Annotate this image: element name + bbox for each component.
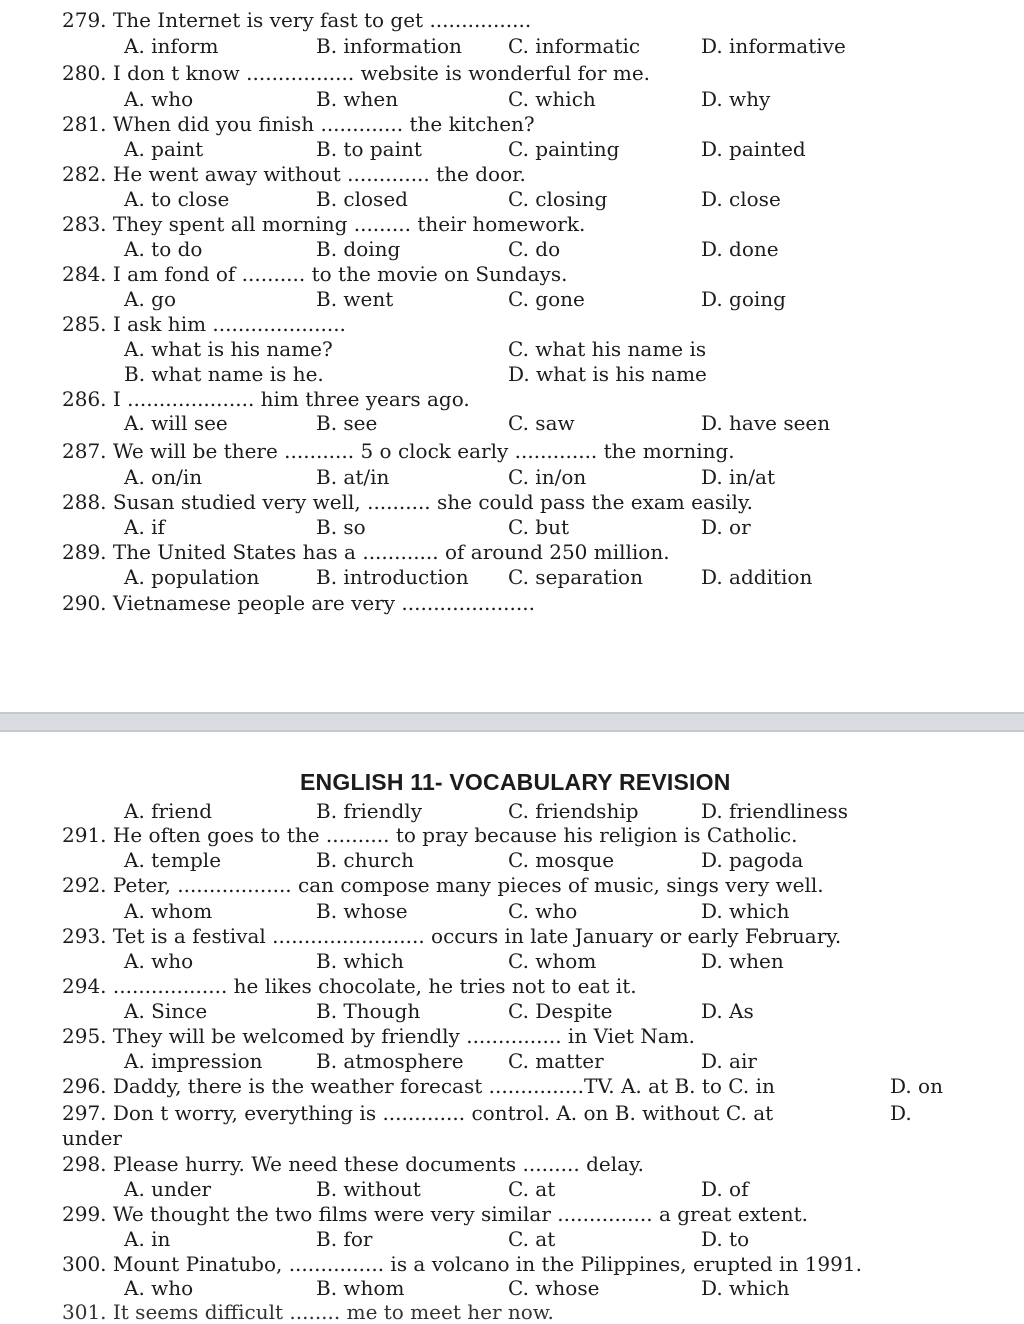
option-d: D. going <box>701 287 786 311</box>
question-289: 289. The United States has a ............ of around 250 million. <box>62 540 670 564</box>
option-d: D. done <box>701 237 779 261</box>
question-301-cutoff: 301. It seems difficult ........ me to meet her now. <box>62 1300 554 1324</box>
question-297: 297. Don t worry, everything is ............. control. A. on B. without C. at <box>62 1101 774 1125</box>
option-c: C. whose <box>508 1276 600 1300</box>
question-291: 291. He often goes to the .......... to pray because his religion is Catholic. <box>62 823 798 847</box>
option-d: D. have seen <box>701 411 831 435</box>
question-279: 279. The Internet is very fast to get ................ <box>62 8 532 32</box>
option-d: D. on <box>890 1074 943 1098</box>
option-d: D. painted <box>701 137 806 161</box>
option-b: B. friendly <box>316 799 422 823</box>
option-d: D. of <box>701 1177 749 1201</box>
option-d: D. or <box>701 515 751 539</box>
question-281: 281. When did you finish ............. the kitchen? <box>62 112 535 136</box>
question-285: 285. I ask him ..................... <box>62 312 346 336</box>
question-299: 299. We thought the two films were very similar ............... a great extent. <box>62 1202 809 1226</box>
option-b: B. introduction <box>316 565 469 589</box>
option-a: A. to do <box>124 237 203 261</box>
question-294: 294. .................. he likes chocolate, he tries not to eat it. <box>62 974 637 998</box>
option-a: A. who <box>124 1276 194 1300</box>
option-c: C. at <box>508 1177 556 1201</box>
option-c: C. painting <box>508 137 620 161</box>
option-c: C. Despite <box>508 999 613 1023</box>
option-a: A. friend <box>124 799 213 823</box>
option-c: C. gone <box>508 287 585 311</box>
option-d: D. addition <box>701 565 813 589</box>
option-a: A. if <box>124 515 165 539</box>
option-a: A. impression <box>124 1049 263 1073</box>
option-b: B. when <box>316 87 399 111</box>
question-290: 290. Vietnamese people are very ..................... <box>62 591 535 615</box>
option-a: A. what is his name? <box>124 337 333 361</box>
option-a: A. under <box>124 1177 212 1201</box>
option-d: D. when <box>701 949 784 973</box>
question-292: 292. Peter, .................. can compose many pieces of music, sings very well. <box>62 873 824 897</box>
option-a: A. Since <box>124 999 208 1023</box>
option-a: A. paint <box>124 137 204 161</box>
section-title: ENGLISH 11- VOCABULARY REVISION <box>300 769 731 795</box>
question-284: 284. I am fond of .......... to the movie on Sundays. <box>62 262 568 286</box>
option-d: D. As <box>701 999 754 1023</box>
option-a: A. temple <box>124 848 222 872</box>
option-d: D. which <box>701 899 790 923</box>
option-b: B. to paint <box>316 137 422 161</box>
option-c: C. mosque <box>508 848 615 872</box>
page-divider <box>0 712 1024 732</box>
option-c: C. do <box>508 237 561 261</box>
option-b: B. closed <box>316 187 408 211</box>
option-a: A. who <box>124 87 194 111</box>
option-b: B. information <box>316 34 462 58</box>
option-a: A. in <box>124 1227 171 1251</box>
question-300: 300. Mount Pinatubo, ............... is a volcano in the Pilippines, erupted in 1991. <box>62 1252 862 1276</box>
option-b: B. Though <box>316 999 421 1023</box>
option-b: B. so <box>316 515 366 539</box>
option-c: C. who <box>508 899 578 923</box>
option-c: C. separation <box>508 565 643 589</box>
option-d: D. what is his name <box>508 362 707 386</box>
option-d: D. pagoda <box>701 848 804 872</box>
option-b: B. went <box>316 287 394 311</box>
question-286: 286. I .................... him three years ago. <box>62 387 470 411</box>
question-288: 288. Susan studied very well, .......... she could pass the exam easily. <box>62 490 753 514</box>
option-d: D. which <box>701 1276 790 1300</box>
question-287: 287. We will be there ........... 5 o clock early ............. the morning. <box>62 439 735 463</box>
option-a: A. population <box>124 565 260 589</box>
option-d: D. air <box>701 1049 757 1073</box>
option-c: C. matter <box>508 1049 604 1073</box>
question-293: 293. Tet is a festival ........................ occurs in late January or early February. <box>62 924 842 948</box>
option-c: C. what his name is <box>508 337 707 361</box>
question-298: 298. Please hurry. We need these documents ......... delay. <box>62 1152 645 1176</box>
question-283: 283. They spent all morning ......... their homework. <box>62 212 586 236</box>
option-b: B. at/in <box>316 465 390 489</box>
option-c: C. which <box>508 87 596 111</box>
option-b: B. which <box>316 949 404 973</box>
option-d: D. close <box>701 187 781 211</box>
option-d: D. friendliness <box>701 799 848 823</box>
option-d: D. in/at <box>701 465 776 489</box>
option-b: B. what name is he. <box>124 362 324 386</box>
option-d: D. informative <box>701 34 846 58</box>
option-c: C. at <box>508 1227 556 1251</box>
option-a: A. who <box>124 949 194 973</box>
option-c: C. friendship <box>508 799 639 823</box>
option-d: D. why <box>701 87 771 111</box>
option-d: D. <box>890 1101 912 1125</box>
question-297-continued: under <box>62 1126 122 1150</box>
option-c: C. in/on <box>508 465 587 489</box>
option-b: B. doing <box>316 237 401 261</box>
option-a: A. whom <box>124 899 213 923</box>
question-282: 282. He went away without ............. the door. <box>62 162 526 186</box>
option-c: C. but <box>508 515 570 539</box>
question-296: 296. Daddy, there is the weather forecast ...............TV. A. at B. to C. in <box>62 1074 775 1098</box>
option-a: A. to close <box>124 187 230 211</box>
option-c: C. saw <box>508 411 575 435</box>
option-a: A. inform <box>124 34 219 58</box>
option-a: A. will see <box>124 411 228 435</box>
option-b: B. whose <box>316 899 408 923</box>
option-b: B. see <box>316 411 378 435</box>
question-280: 280. I don t know ................. website is wonderful for me. <box>62 61 651 85</box>
option-b: B. whom <box>316 1276 405 1300</box>
option-b: B. church <box>316 848 415 872</box>
option-b: B. for <box>316 1227 373 1251</box>
question-295: 295. They will be welcomed by friendly ............... in Viet Nam. <box>62 1024 696 1048</box>
option-c: C. closing <box>508 187 608 211</box>
option-a: A. go <box>124 287 177 311</box>
option-c: C. informatic <box>508 34 641 58</box>
option-b: B. without <box>316 1177 421 1201</box>
option-d: D. to <box>701 1227 750 1251</box>
option-c: C. whom <box>508 949 597 973</box>
option-a: A. on/in <box>124 465 203 489</box>
option-b: B. atmosphere <box>316 1049 464 1073</box>
